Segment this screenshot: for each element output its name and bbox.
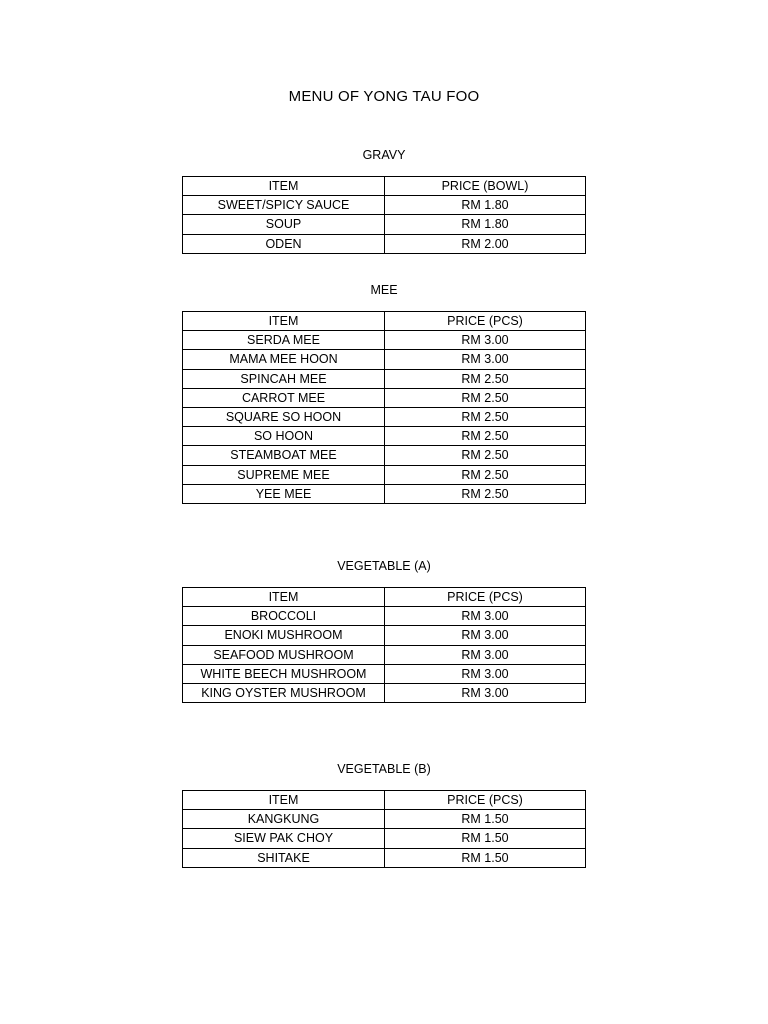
table-row — [183, 645, 586, 664]
price-cell: RM 3.00 — [385, 350, 586, 369]
price-column-header: PRICE (PCS) — [385, 588, 586, 607]
table-header-row — [183, 177, 586, 196]
table-row — [183, 446, 586, 465]
gravy-table — [182, 176, 586, 254]
table-row — [183, 607, 586, 626]
item-cell: SERDA MEE — [183, 331, 385, 350]
price-cell: RM 2.50 — [385, 465, 586, 484]
section-heading-gravy: GRAVY — [362, 148, 406, 162]
price-cell: RM 2.50 — [385, 446, 586, 465]
table-row — [183, 215, 586, 234]
table-row — [183, 388, 586, 407]
table-row — [183, 829, 586, 848]
item-cell: SHITAKE — [183, 848, 385, 867]
item-cell: SOUP — [183, 215, 385, 234]
table-row — [183, 350, 586, 369]
item-cell: WHITE BEECH MUSHROOM — [183, 664, 385, 683]
table-row — [183, 427, 586, 446]
item-cell: SWEET/SPICY SAUCE — [183, 196, 385, 215]
item-cell: SPINCAH MEE — [183, 369, 385, 388]
price-cell: RM 2.50 — [385, 407, 586, 426]
table-row — [183, 626, 586, 645]
price-cell: RM 2.50 — [385, 427, 586, 446]
price-cell: RM 1.80 — [385, 196, 586, 215]
table-header-row — [183, 588, 586, 607]
menu-title: MENU OF YONG TAU FOO — [288, 88, 480, 105]
price-column-header: PRICE (PCS) — [385, 791, 586, 810]
table-row — [183, 234, 586, 253]
vegetable-b-table — [182, 790, 586, 868]
mee-table — [182, 311, 586, 504]
table-row — [183, 484, 586, 503]
item-cell: MAMA MEE HOON — [183, 350, 385, 369]
price-cell: RM 2.00 — [385, 234, 586, 253]
item-cell: ENOKI MUSHROOM — [183, 626, 385, 645]
item-column-header: ITEM — [183, 312, 385, 331]
price-cell: RM 3.00 — [385, 664, 586, 683]
item-cell: STEAMBOAT MEE — [183, 446, 385, 465]
table-row — [183, 848, 586, 867]
section-heading-vegetable-b: VEGETABLE (B) — [337, 762, 431, 776]
section-heading-mee: MEE — [370, 283, 398, 297]
item-cell: YEE MEE — [183, 484, 385, 503]
price-cell: RM 3.00 — [385, 683, 586, 702]
price-column-header: PRICE (BOWL) — [385, 177, 586, 196]
item-column-header: ITEM — [183, 177, 385, 196]
item-column-header: ITEM — [183, 791, 385, 810]
item-cell: KANGKUNG — [183, 810, 385, 829]
table-row — [183, 331, 586, 350]
item-cell: BROCCOLI — [183, 607, 385, 626]
price-cell: RM 2.50 — [385, 484, 586, 503]
price-cell: RM 2.50 — [385, 369, 586, 388]
price-cell: RM 3.00 — [385, 331, 586, 350]
table-header-row — [183, 312, 586, 331]
table-row — [183, 196, 586, 215]
item-cell: SO HOON — [183, 427, 385, 446]
item-cell: SIEW PAK CHOY — [183, 829, 385, 848]
price-column-header: PRICE (PCS) — [385, 312, 586, 331]
item-cell: ODEN — [183, 234, 385, 253]
price-cell: RM 1.50 — [385, 810, 586, 829]
price-cell: RM 3.00 — [385, 645, 586, 664]
table-row — [183, 369, 586, 388]
price-cell: RM 1.50 — [385, 829, 586, 848]
table-row — [183, 810, 586, 829]
item-cell: SUPREME MEE — [183, 465, 385, 484]
item-cell: SQUARE SO HOON — [183, 407, 385, 426]
item-cell: SEAFOOD MUSHROOM — [183, 645, 385, 664]
price-cell: RM 1.80 — [385, 215, 586, 234]
item-column-header: ITEM — [183, 588, 385, 607]
section-heading-vegetable-a: VEGETABLE (A) — [337, 559, 431, 573]
price-cell: RM 2.50 — [385, 388, 586, 407]
table-row — [183, 664, 586, 683]
price-cell: RM 3.00 — [385, 607, 586, 626]
table-header-row — [183, 791, 586, 810]
price-cell: RM 1.50 — [385, 848, 586, 867]
item-cell: KING OYSTER MUSHROOM — [183, 683, 385, 702]
table-row — [183, 683, 586, 702]
table-row — [183, 465, 586, 484]
table-row — [183, 407, 586, 426]
vegetable-a-table — [182, 587, 586, 703]
item-cell: CARROT MEE — [183, 388, 385, 407]
price-cell: RM 3.00 — [385, 626, 586, 645]
